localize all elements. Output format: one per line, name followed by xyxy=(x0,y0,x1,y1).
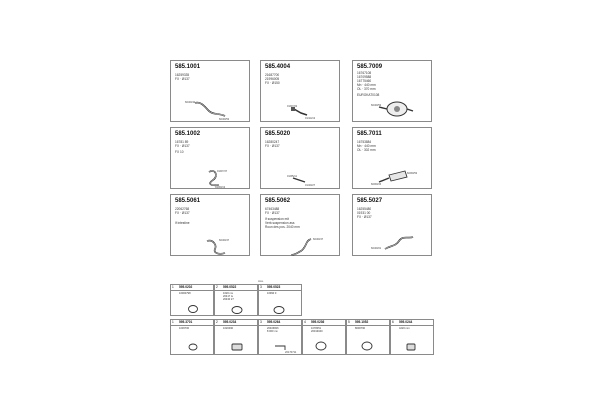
part-spec: OL · 302 mm xyxy=(357,148,376,152)
part-code: 585.1002 xyxy=(175,131,201,137)
pipe-label: 60/40/42 xyxy=(185,101,196,104)
pipe-label: 04/60/13 xyxy=(215,186,226,189)
exhaust-pipe-drawing xyxy=(261,61,341,123)
pipe-label: 60/40/47 xyxy=(219,239,230,242)
part-spec: FX · Ø137 xyxy=(265,144,280,148)
part-ref: 1620490 xyxy=(223,327,234,330)
part-ref: 16255480 xyxy=(357,207,372,211)
item-number: 6 xyxy=(392,320,394,324)
part-ref: 67463488 xyxy=(265,207,280,211)
part-code: 595.0523 xyxy=(267,285,281,290)
part-code: 595.0244 xyxy=(399,320,413,325)
part-note: If intestine xyxy=(175,221,190,225)
clamp-drawing xyxy=(391,320,435,356)
bracket-label: 20170711 xyxy=(285,351,297,354)
accessory-card[interactable] xyxy=(170,284,214,316)
exhaust-pipe-drawing xyxy=(353,195,433,257)
clamp-drawing xyxy=(347,320,391,356)
part-ref: 8 000 mx xyxy=(267,330,278,333)
muffler-label: 60/40/53 xyxy=(371,104,382,107)
pipe-label: 01/20/27 xyxy=(305,184,316,187)
part-ref: 16781 89 xyxy=(175,140,189,144)
part-code: 585.5020 xyxy=(265,131,291,137)
pipe-label: 01/07/37 xyxy=(217,170,228,173)
part-spec: OL · 370 mm xyxy=(357,87,376,91)
part-code: 585.5062 xyxy=(265,198,291,204)
part-ref: 20417 ts xyxy=(223,295,233,298)
clamp-drawing xyxy=(303,320,347,356)
part-code: 595.0522 xyxy=(223,285,237,290)
part-ref: 1078451 xyxy=(311,327,322,330)
part-code: 585.7009 xyxy=(357,64,383,70)
part-spec: Mn · 440 mm xyxy=(357,144,376,148)
part-ref: 4220 mm xyxy=(399,327,410,330)
part-code: 585.4004 xyxy=(265,64,291,70)
item-number: 3 xyxy=(260,320,262,324)
accessory-card[interactable] xyxy=(214,319,258,355)
part-ref: 20430 27 xyxy=(223,298,234,301)
muffler-drawing xyxy=(353,128,433,190)
part-card-9[interactable] xyxy=(352,194,432,256)
part-code: 585.5061 xyxy=(175,198,201,204)
part-ref: 21687700 xyxy=(265,73,280,77)
part-ref: 16775460 xyxy=(357,79,372,83)
pipe-label: 60/40/53 xyxy=(219,118,230,121)
part-note: EUROKAT0108 xyxy=(357,93,380,97)
pipe-label: 01/07/03 xyxy=(287,105,298,108)
accessory-card[interactable] xyxy=(258,319,302,355)
part-card-1[interactable] xyxy=(170,60,250,122)
bracket-drawing xyxy=(259,320,303,356)
part-ref: 20013040 xyxy=(311,330,323,333)
part-code: 595.1052 xyxy=(355,320,369,325)
part-spec: Mn · 440 mm xyxy=(357,83,376,87)
part-card-3[interactable] xyxy=(352,60,432,122)
muffler-drawing xyxy=(353,61,433,123)
part-ref: 21996005 xyxy=(265,77,280,81)
item-number: 1 xyxy=(172,285,174,289)
accessory-card[interactable] xyxy=(170,319,214,355)
part-ref: 16767108 xyxy=(357,71,372,75)
part-note: If suspension mit Verb.suspension ass Roun des pos. 2040 mm xyxy=(265,217,300,229)
part-code: 595.0236 xyxy=(311,320,325,325)
part-ref: 20406826 xyxy=(267,327,279,330)
part-ref: 16990 0 xyxy=(267,292,277,295)
clamp-drawing xyxy=(215,285,259,317)
pipe-label: 01/14/13 xyxy=(305,117,316,120)
part-spec: FX · Ø137 xyxy=(357,215,372,219)
exhaust-pipe-drawing xyxy=(171,61,251,123)
part-spec: FX · Ø137 xyxy=(265,211,280,215)
exhaust-pipe-drawing xyxy=(171,195,251,257)
accessory-card[interactable] xyxy=(346,319,390,355)
clamp-drawing xyxy=(171,285,215,317)
accessory-card[interactable] xyxy=(390,319,434,355)
part-code: 595.0202 xyxy=(179,285,193,290)
part-code: 585.7011 xyxy=(357,131,382,137)
part-ref: 16709588 xyxy=(357,75,372,79)
part-card-4[interactable] xyxy=(170,127,250,189)
accessory-card[interactable] xyxy=(302,319,346,355)
part-code: 595.3701 xyxy=(179,320,193,325)
part-card-8[interactable] xyxy=(260,194,340,256)
part-ref: 8000790 xyxy=(355,327,366,330)
accessory-card[interactable] xyxy=(214,284,258,316)
exhaust-pipe-drawing xyxy=(261,128,341,190)
part-code: 595.0234 xyxy=(223,320,237,325)
item-number: 5 xyxy=(348,320,350,324)
part-ref: 01931 00 xyxy=(357,211,371,215)
pipe-label: 60/40/47 xyxy=(313,238,324,241)
item-number: 2 xyxy=(216,285,218,289)
part-spec: FX · Ø150 xyxy=(265,81,280,85)
part-ref: 16753884 xyxy=(357,140,372,144)
part-ref: 16280247 xyxy=(265,140,280,144)
accessory-card[interactable] xyxy=(258,284,302,316)
part-spec: FX · Ø137 xyxy=(175,77,190,81)
part-spec: FX 10 xyxy=(175,150,184,154)
item-number: 4 xyxy=(304,320,306,324)
part-ref: 16000798 xyxy=(179,292,191,295)
part-code: 585.5027 xyxy=(357,198,383,204)
part-card-5[interactable] xyxy=(260,127,340,189)
part-ref: 1036700 xyxy=(179,327,190,330)
pipe-label: 60/40/01 xyxy=(371,247,382,250)
item-number: 2 xyxy=(216,320,218,324)
item-number: 1 xyxy=(172,320,174,324)
gasket-drawing xyxy=(171,320,215,356)
muffler-label: 60/60/15 xyxy=(371,183,382,186)
part-spec: FX · Ø137 xyxy=(175,211,190,215)
pipe-label: 01/65/11 xyxy=(287,175,297,178)
part-spec: FX · Ø137 xyxy=(175,144,190,148)
part-code: 585.1001 xyxy=(175,64,201,70)
part-card-6[interactable] xyxy=(352,127,432,189)
part-card-2[interactable] xyxy=(260,60,340,122)
part-ref: 16259335 xyxy=(175,73,190,77)
part-ref: 1620 ms xyxy=(223,292,233,295)
clamp-drawing xyxy=(215,320,259,356)
exhaust-pipe-drawing xyxy=(261,195,341,257)
part-card-7[interactable] xyxy=(170,194,250,256)
section-note: Ass. xyxy=(258,279,264,283)
item-number: 3 xyxy=(260,285,262,289)
part-ref: 22062768 xyxy=(175,207,190,211)
exhaust-pipe-drawing xyxy=(171,128,251,190)
muffler-label: 60/60/53 xyxy=(407,172,418,175)
part-code: 595.0264 xyxy=(267,320,281,325)
clamp-drawing xyxy=(259,285,303,317)
